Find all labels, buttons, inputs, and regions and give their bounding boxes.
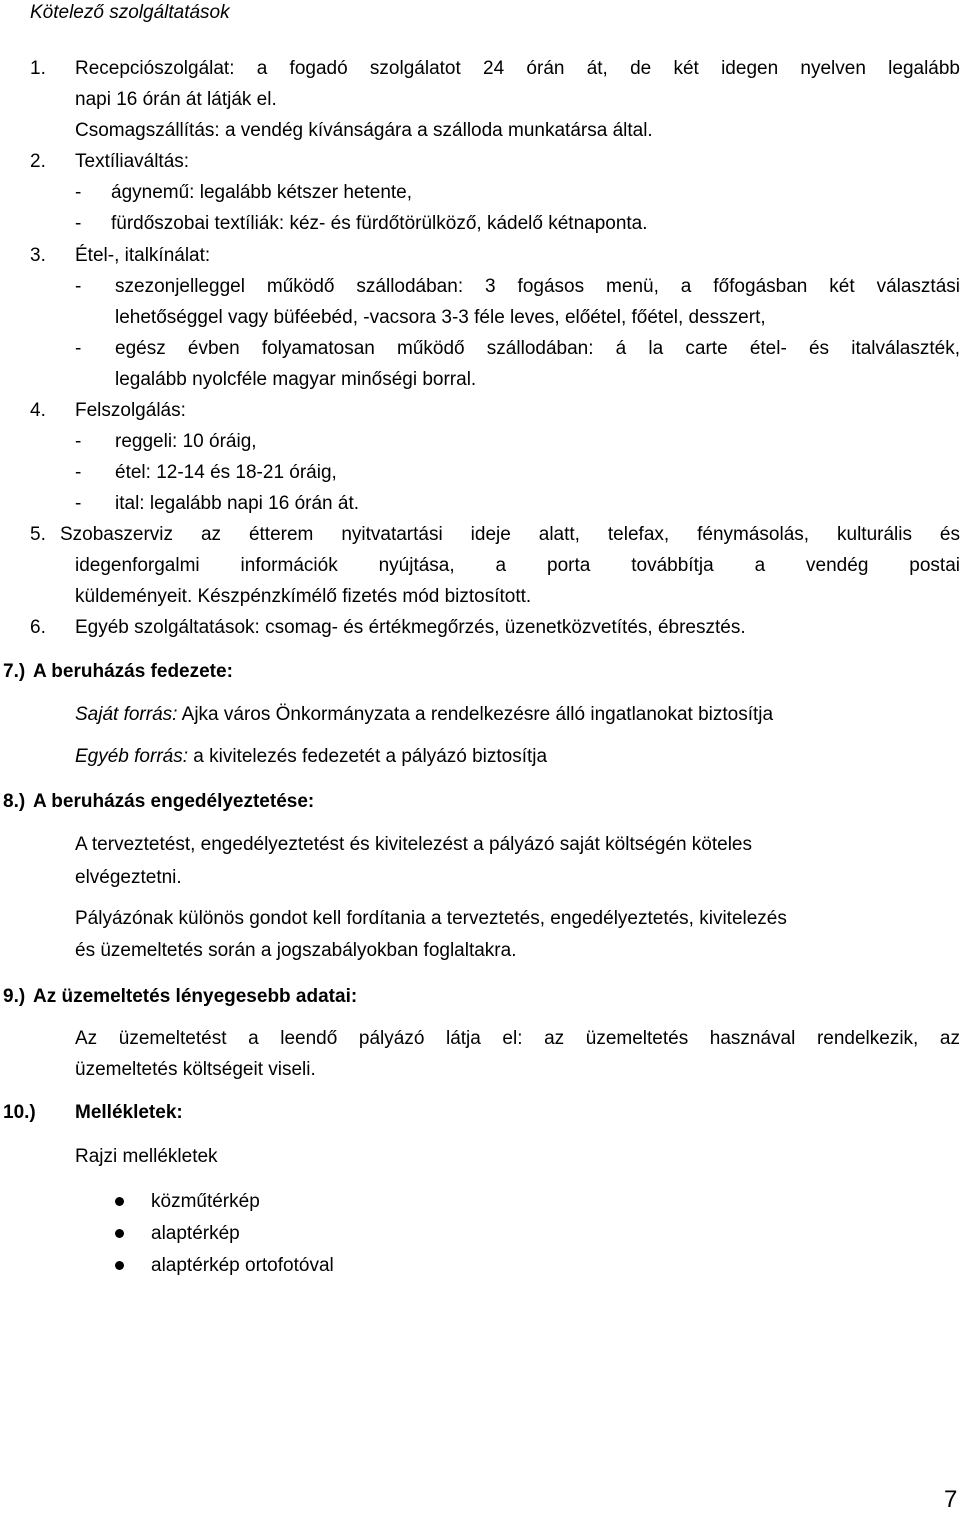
section-8-title: A beruházás engedélyeztetése: bbox=[33, 791, 315, 812]
item-2-title: Textíliaváltás: bbox=[75, 151, 190, 172]
dash-marker: - bbox=[75, 276, 82, 297]
item-5-line-3: küldeményeit. Készpénzkímélő fizetés mód biztosított. bbox=[75, 586, 532, 607]
item-5-number: 5. bbox=[30, 524, 46, 545]
dash-marker: - bbox=[75, 338, 82, 359]
item-4-number: 4. bbox=[30, 400, 46, 421]
section-10-number: 10.) bbox=[3, 1102, 36, 1123]
dash-marker: - bbox=[75, 182, 82, 203]
attachment-item: alaptérkép bbox=[151, 1223, 240, 1244]
own-source-line bbox=[75, 703, 773, 727]
item-2-number: 2. bbox=[30, 151, 46, 172]
own-source-text: Ajka város Önkormányzata a rendelkezésre álló ingatlanokat biztosítja bbox=[177, 704, 774, 725]
item-2-sub-1: ágynemű: legalább kétszer hetente, bbox=[111, 182, 413, 203]
item-3-sub-1-line-2: lehetőséggel vagy büféebéd, -vacsora 3-3 féle leves, előétel, főétel, desszert, bbox=[115, 307, 766, 328]
section-8-number: 8.) bbox=[3, 791, 26, 812]
item-4-sub-1: reggeli: 10 óráig, bbox=[115, 431, 257, 452]
item-6-number: 6. bbox=[30, 617, 46, 638]
attachment-item: alaptérkép ortofotóval bbox=[151, 1255, 334, 1276]
bullet-icon bbox=[115, 1229, 124, 1238]
item-1-line-3: Csomagszállítás: a vendég kívánságára a szálloda munkatársa által. bbox=[75, 120, 653, 141]
section-9-title: Az üzemeltetés lényegesebb adatai: bbox=[33, 986, 358, 1007]
section-10-title: Mellékletek: bbox=[75, 1102, 183, 1123]
section-8-p1-line-1: A terveztetést, engedélyeztetést és kivitelezést a pályázó saját költségén köteles bbox=[75, 834, 752, 855]
own-source-label: Saját forrás: bbox=[75, 704, 178, 725]
item-4-sub-2: étel: 12-14 és 18-21 óráig, bbox=[115, 462, 337, 483]
dash-marker: - bbox=[75, 213, 82, 234]
item-1-line-1: Recepciószolgálat: a fogadó szolgálatot 24 órán át, de két idegen nyelven legalább bbox=[75, 58, 960, 79]
item-6-line-1: Egyéb szolgáltatások: csomag- és értékmegőrzés, üzenetközvetítés, ébresztés. bbox=[75, 617, 746, 638]
item-3-number: 3. bbox=[30, 245, 46, 266]
section-10-subtitle: Rajzi mellékletek bbox=[75, 1146, 218, 1167]
item-2-sub-2: fürdőszobai textíliák: kéz- és fürdőtörülköző, kádelő kétnaponta. bbox=[111, 213, 648, 234]
item-4-title: Felszolgálás: bbox=[75, 400, 186, 421]
section-8-p2-line-1: Pályázónak különös gondot kell fordítania a terveztetés, engedélyeztetés, kivitelezés bbox=[75, 908, 787, 929]
item-3-sub-1-line-1: szezonjelleggel működő szállodában: 3 fogásos menü, a főfogásban két választási bbox=[115, 276, 960, 297]
item-5-line-1: Szobaszerviz az étterem nyitvatartási ideje alatt, telefax, fénymásolás, kulturális és bbox=[60, 524, 960, 545]
section-8-p1-line-2: elvégeztetni. bbox=[75, 867, 182, 888]
item-3-title: Étel-, italkínálat: bbox=[75, 245, 211, 266]
item-3-sub-2-line-1: egész évben folyamatosan működő szállodában: á la carte étel- és italválaszték, bbox=[115, 338, 960, 359]
section-9-p1-line-2: üzemeltetés költségeit viseli. bbox=[75, 1059, 316, 1080]
other-source-text: a kivitelezés fedezetét a pályázó biztosítja bbox=[188, 746, 548, 767]
bullet-icon bbox=[115, 1197, 124, 1206]
section-9-p1-line-1: Az üzemeltetést a leendő pályázó látja el: az üzemeltetés hasznával rendelkezik, az bbox=[75, 1028, 960, 1049]
section-8-p2-line-2: és üzemeltetés során a jogszabályokban foglaltakra. bbox=[75, 940, 517, 961]
item-1-number: 1. bbox=[30, 58, 46, 79]
section-7-title: A beruházás fedezete: bbox=[33, 661, 233, 682]
page-heading: Kötelező szolgáltatások bbox=[30, 2, 230, 23]
attachment-item: közműtérkép bbox=[151, 1191, 260, 1212]
dash-marker: - bbox=[75, 493, 82, 514]
other-source-label: Egyéb forrás: bbox=[75, 746, 188, 767]
item-4-sub-3: ital: legalább napi 16 órán át. bbox=[115, 493, 360, 514]
item-5-line-2: idegenforgalmi információk nyújtása, a porta továbbítja a vendég postai bbox=[75, 555, 960, 576]
section-7-number: 7.) bbox=[3, 661, 26, 682]
item-1-line-2: napi 16 órán át látják el. bbox=[75, 89, 277, 110]
dash-marker: - bbox=[75, 462, 82, 483]
dash-marker: - bbox=[75, 431, 82, 452]
bullet-icon bbox=[115, 1261, 124, 1270]
section-9-number: 9.) bbox=[3, 986, 26, 1007]
item-3-sub-2-line-2: legalább nyolcféle magyar minőségi borral. bbox=[115, 369, 477, 390]
page-number: 7 bbox=[944, 1486, 958, 1513]
other-source-line bbox=[75, 745, 547, 769]
